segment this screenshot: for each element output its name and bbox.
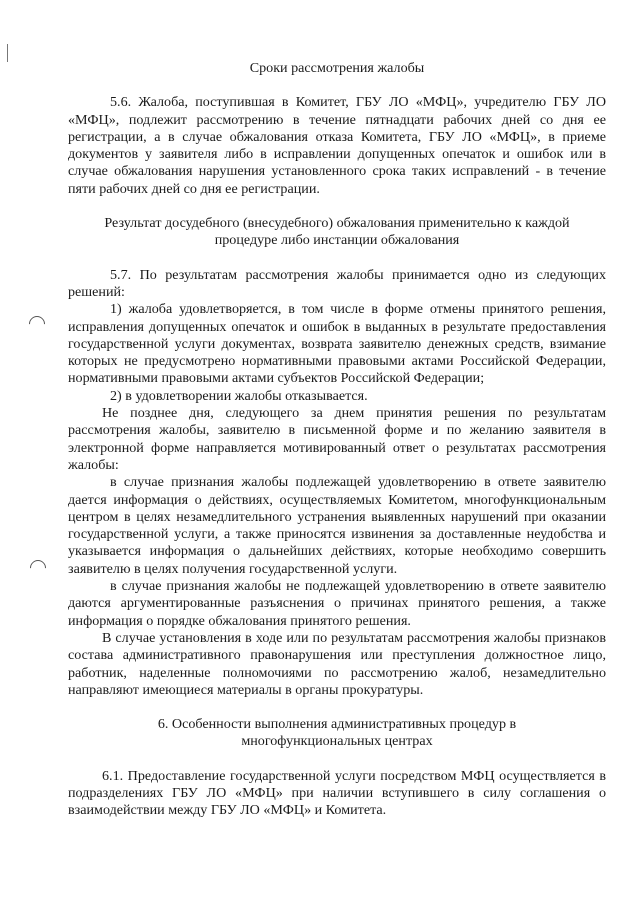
document-body [68, 60, 606, 820]
paragraph-response-deadline: Не позднее дня, следующего за днем принятия решения по результатам рассмотрения жалобы, заявителю в письменной форме и по желанию заявителя в электронной форме направляется мотивированный ответ о результатах рассмотрения жалобы: [68, 405, 606, 473]
heading-appeal-result: Результат досудебного (внесудебного) обжалования применительно к каждой процедуре либо инстанции обжалования [104, 215, 570, 249]
paragraph-5-7-item-1: 1) жалоба удовлетворяется, в том числе в форме отмены принятого решения, исправления допущенных опечаток и ошибок в выданных в результате предоставления государственной услуги документах, возврата заявителю денежных средств, взимание которых не предусмотрено нормативными правовыми актами Российской Федерации, нормативными правовыми актами субъектов Российской Федерации; [68, 301, 606, 387]
paragraph-5-7: 5.7. По результатам рассмотрения жалобы принимается одно из следующих решений: [68, 266, 606, 300]
scan-edge-line [7, 44, 8, 62]
punch-hole-mark-top [26, 313, 49, 336]
paragraph-5-7-item-2: 2) в удовлетворении жалобы отказывается. [110, 387, 368, 404]
heading-review-terms: Сроки рассмотрения жалобы [249, 60, 425, 76]
heading-section-6: 6. Особенности выполнения административных процедур в многофункциональных центрах [157, 716, 517, 750]
paragraph-violation-found: В случае установления в ходе или по результатам рассмотрения жалобы признаков состава административного правонарушения или преступления должностное лицо, работник, наделенные полномочиями по рассмотрению жалоб, незамедлительно направляют имеющиеся материалы в органы прокуратуры. [68, 629, 606, 698]
paragraph-if-granted: в случае признания жалобы подлежащей удовлетворению в ответе заявителю дается информация о действиях, осуществляемых Комитетом, многофункциональным центром в целях незамедлительного устранения выявленных нарушений при оказании государственной услуги, а также приносятся извинения за доставленные неудобства и указывается информация о дальнейших действиях, которые необходимо совершить заявителю в целях получения государственной услуги. [68, 474, 606, 577]
paragraph-6-1: 6.1. Предоставление государственной услуги посредством МФЦ осуществляется в подразделениях ГБУ ЛО «МФЦ» при наличии вступившего в силу соглашения о взаимодействии между ГБУ ЛО «МФЦ» и Комитета. [68, 767, 606, 819]
paragraph-5-6: 5.6. Жалоба, поступившая в Комитет, ГБУ ЛО «МФЦ», учредителю ГБУ ЛО «МФЦ», подлежит рассмотрению в течение пятнадцати рабочих дней со дня ее регистрации, а в случае обжалования отказа Комитета, ГБУ ЛО «МФЦ», в приеме документов у заявителя либо в исправлении допущенных опечаток и ошибок или в случае обжалования нарушения установленного срока таких исправлений - в течение пяти рабочих дней со дня ее регистрации. [68, 94, 606, 197]
paragraph-if-denied: в случае признания жалобы не подлежащей удовлетворению в ответе заявителю даются аргументированные разъяснения о причинах принятого решения, а также информация о порядке обжалования принятого решения. [68, 578, 606, 629]
punch-hole-mark-bottom [27, 557, 50, 580]
